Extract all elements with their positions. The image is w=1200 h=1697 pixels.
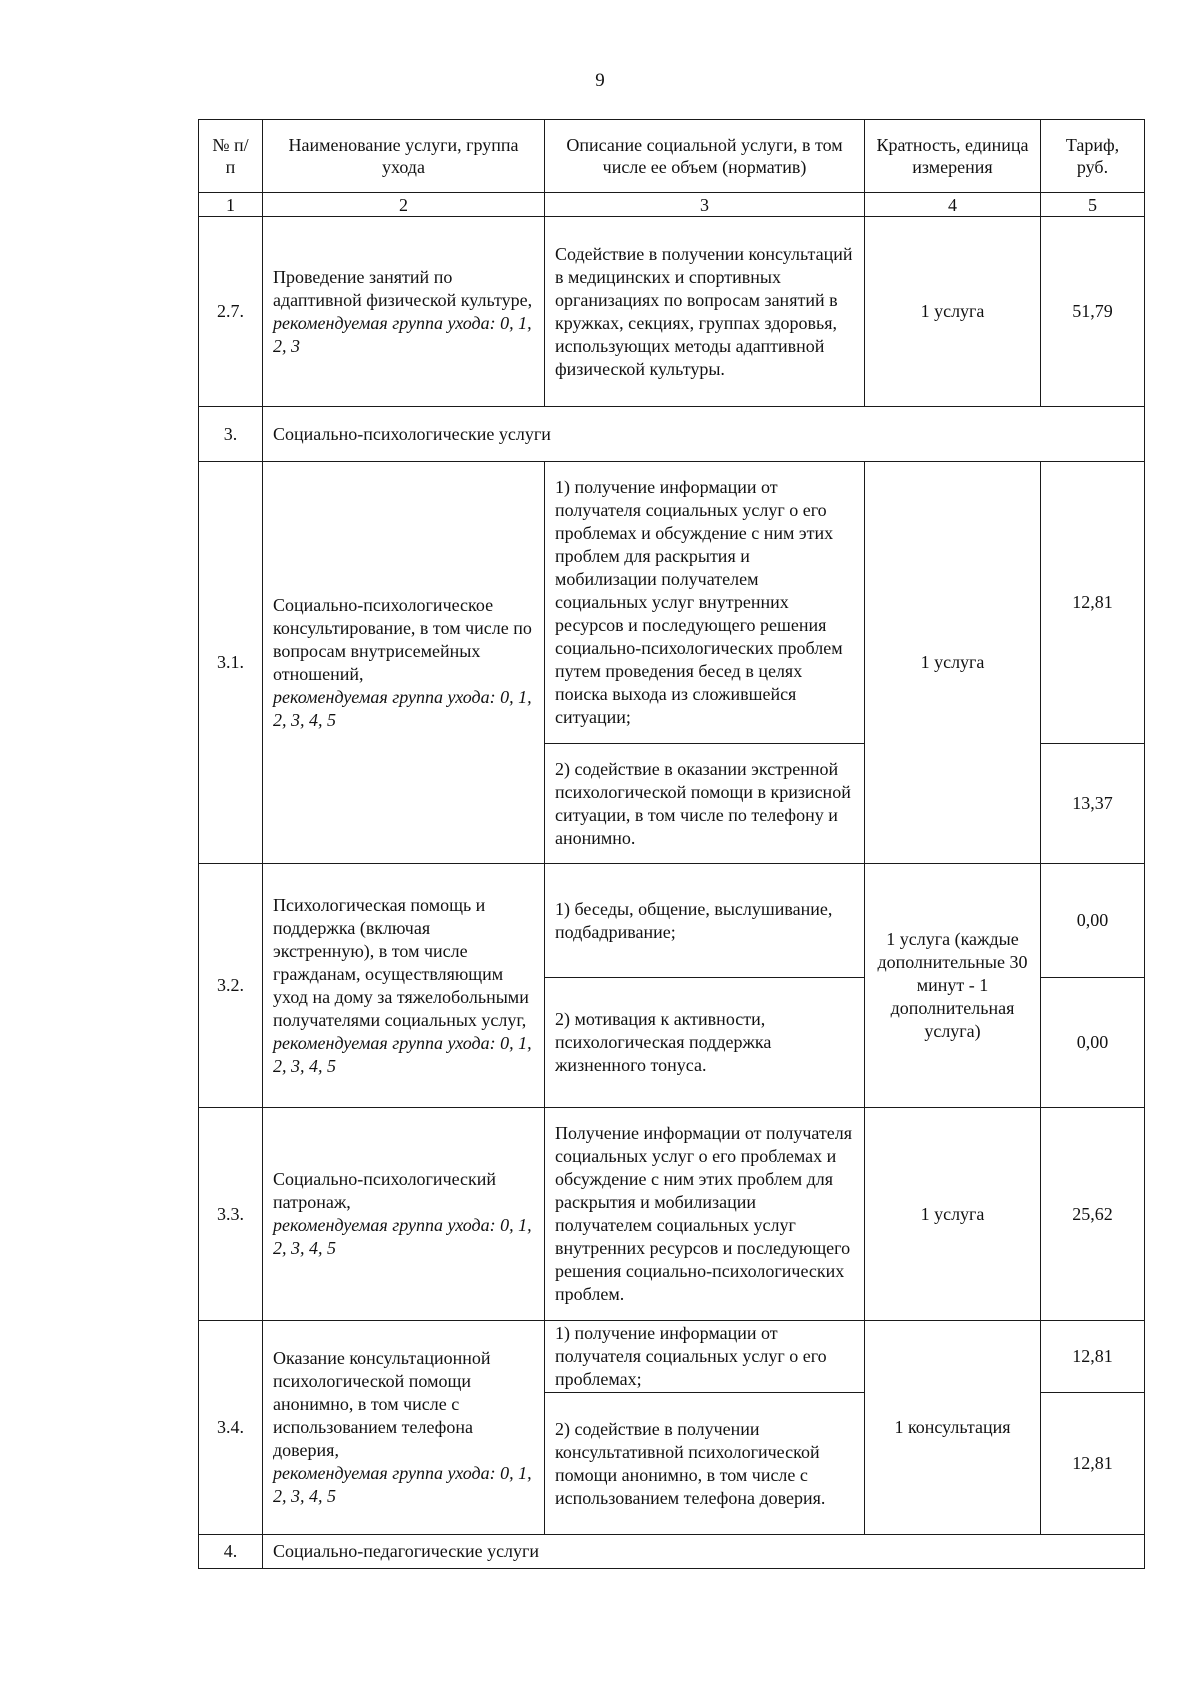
service-name-cell — [263, 1108, 545, 1321]
service-description: Получение информации от получателя социальных услуг о его проблемах и обсуждение с ним этих проблем для раскрытия и мобилизации получателем социальных услуг внутренних ресурсов и последующего решения социально-психологических проблем. — [545, 1108, 865, 1321]
section-number: 4. — [199, 1535, 263, 1569]
column-number: 5 — [1041, 193, 1145, 217]
table-row — [199, 1321, 1145, 1393]
service-description: Содействие в получении консультаций в медицинских и спортивных организациях по вопросам занятий в кружках, секциях, группах здоровья, использующих методы адаптивной физической культуры. — [545, 217, 865, 407]
service-name: Социально-психологический патронаж, — [273, 1169, 497, 1212]
care-group: рекомендуемая группа ухода: 0, 1, 2, 3, 4, 5 — [273, 686, 532, 730]
header-name: Наименование услуги, группа ухода — [263, 120, 545, 193]
service-tariff: 25,62 — [1041, 1108, 1145, 1321]
service-name-cell — [263, 462, 545, 864]
header-unit: Кратность, единица измерения — [865, 120, 1041, 193]
table-row — [199, 462, 1145, 744]
service-name: Оказание консультационной психологической помощи анонимно, в том числе с использованием телефона доверия, — [273, 1348, 491, 1460]
page-number: 9 — [595, 70, 605, 91]
service-description: 2) содействие в оказании экстренной психологической помощи в кризисной ситуации, в том числе по телефону и анонимно. — [545, 744, 865, 864]
row-number: 3.3. — [199, 1108, 263, 1321]
row-number: 3.1. — [199, 462, 263, 864]
column-number: 3 — [545, 193, 865, 217]
table-row — [199, 864, 1145, 978]
section-title: Социально-психологические услуги — [263, 407, 1145, 462]
column-number: 1 — [199, 193, 263, 217]
service-tariff: 0,00 — [1041, 864, 1145, 978]
care-group: рекомендуемая группа ухода: 0, 1, 2, 3, 4, 5 — [273, 1032, 532, 1076]
service-name: Социально-психологическое консультирование, в том числе по вопросам внутрисемейных отношений, — [273, 594, 532, 684]
service-tariff: 0,00 — [1041, 978, 1145, 1108]
service-name-cell — [263, 864, 545, 1108]
service-tariff: 12,81 — [1041, 1393, 1145, 1535]
service-name: Проведение занятий по адаптивной физической культуре, — [273, 266, 533, 310]
service-unit: 1 услуга — [865, 462, 1041, 864]
row-number: 3.2. — [199, 864, 263, 1108]
table-row — [199, 217, 1145, 407]
service-description: 1) беседы, общение, выслушивание, подбадривание; — [545, 864, 865, 978]
table-header-row — [199, 120, 1145, 193]
column-number-row — [199, 193, 1145, 217]
service-description: 1) получение информации от получателя социальных услуг о его проблемах; — [545, 1321, 865, 1393]
service-tariff: 13,37 — [1041, 744, 1145, 864]
service-description: 1) получение информации от получателя социальных услуг о его проблемах и обсуждение с ним этих проблем для раскрытия и мобилизации получателем социальных услуг внутренних ресурсов и последующего решения социально-психологических проблем путем проведения бесед в целях поиска выхода из сложившейся ситуации; — [545, 462, 865, 744]
service-name: Психологическая помощь и поддержка (включая экстренную), в том числе гражданам, осуществляющим уход на дому за тяжелобольными получателями социальных услуг, — [273, 894, 529, 1030]
header-description: Описание социальной услуги, в том числе ее объем (норматив) — [545, 120, 865, 193]
service-name-cell — [263, 1321, 545, 1535]
service-tariff: 12,81 — [1041, 462, 1145, 744]
services-tariff-table — [198, 119, 1145, 1569]
column-number: 4 — [865, 193, 1041, 217]
service-unit: 1 услуга — [865, 1108, 1041, 1321]
section-row — [199, 407, 1145, 462]
service-description: 2) содействие в получении консультативной психологической помощи анонимно, в том числе с использованием телефона доверия. — [545, 1393, 865, 1535]
section-number: 3. — [199, 407, 263, 462]
care-group: рекомендуемая группа ухода: 0, 1, 2, 3 — [273, 312, 532, 356]
service-tariff: 12,81 — [1041, 1321, 1145, 1393]
section-row — [199, 1535, 1145, 1569]
service-unit: 1 консультация — [865, 1321, 1041, 1535]
care-group: рекомендуемая группа ухода: 0, 1, 2, 3, 4, 5 — [273, 1215, 532, 1258]
column-number: 2 — [263, 193, 545, 217]
table-row — [199, 1108, 1145, 1321]
section-title: Социально-педагогические услуги — [263, 1535, 1145, 1569]
row-number: 3.4. — [199, 1321, 263, 1535]
row-number: 2.7. — [199, 217, 263, 407]
service-tariff: 51,79 — [1041, 217, 1145, 407]
service-description: 2) мотивация к активности, психологическая поддержка жизненного тонуса. — [545, 978, 865, 1108]
service-unit: 1 услуга — [865, 217, 1041, 407]
header-tariff: Тариф, руб. — [1041, 120, 1145, 193]
header-no: № п/п — [199, 120, 263, 193]
service-unit: 1 услуга (каждые дополнительные 30 минут - 1 дополнительная услуга) — [865, 864, 1041, 1108]
service-name-cell — [263, 217, 545, 407]
care-group: рекомендуемая группа ухода: 0, 1, 2, 3, 4, 5 — [273, 1463, 532, 1506]
